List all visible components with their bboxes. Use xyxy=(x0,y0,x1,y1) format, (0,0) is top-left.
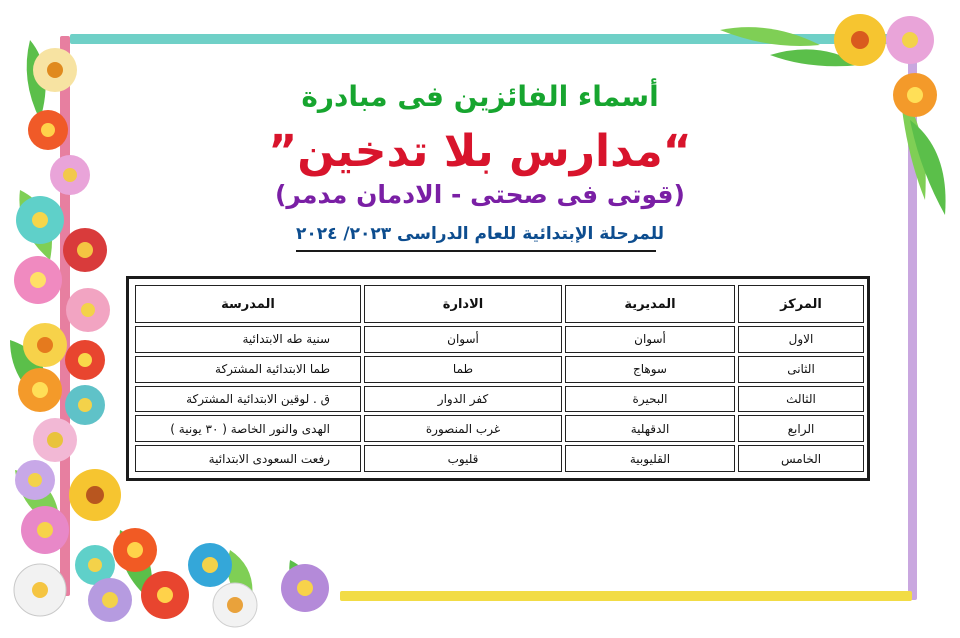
cell-administration: قليوب xyxy=(364,445,562,472)
cell-center: الثالث xyxy=(738,386,864,413)
title-underline xyxy=(296,250,656,252)
table-row xyxy=(135,326,864,353)
header-school: المدرسة xyxy=(135,285,361,323)
cell-school: الهدى والنور الخاصة ( ٣٠ يونية ) xyxy=(135,415,361,442)
cell-school: طما الابتدائية المشتركة xyxy=(135,356,361,383)
cell-administration: أسوان xyxy=(364,326,562,353)
cell-administration: غرب المنصورة xyxy=(364,415,562,442)
cell-directorate: أسوان xyxy=(565,326,735,353)
cell-directorate: البحيرة xyxy=(565,386,735,413)
table-row xyxy=(135,356,864,383)
table-header-row xyxy=(135,285,864,323)
header-center: المركز xyxy=(738,285,864,323)
winners-table xyxy=(126,276,870,481)
cell-school: رفعت السعودى الابتدائية xyxy=(135,445,361,472)
table-row xyxy=(135,386,864,413)
cell-center: الرابع xyxy=(738,415,864,442)
table-row xyxy=(135,445,864,472)
header-directorate: المديرية xyxy=(565,285,735,323)
cell-administration: طما xyxy=(364,356,562,383)
header-administration: الادارة xyxy=(364,285,562,323)
title-slogan: (قوتى فى صحتى - الادمان مدمر) xyxy=(275,180,685,209)
cell-center: الخامس xyxy=(738,445,864,472)
cell-directorate: الدقهلية xyxy=(565,415,735,442)
cell-directorate: سوهاج xyxy=(565,356,735,383)
cell-school: سنية طه الابتدائية xyxy=(135,326,361,353)
cell-administration: كفر الدوار xyxy=(364,386,562,413)
title-line-1: أسماء الفائزين فى مبادرة xyxy=(301,80,659,113)
frame-bottom-border xyxy=(340,591,912,601)
title-initiative-name: “مدارس بلا تدخين” xyxy=(268,126,692,177)
table-row xyxy=(135,415,864,442)
cell-center: الاول xyxy=(738,326,864,353)
cell-directorate: القليوبية xyxy=(565,445,735,472)
title-academic-year: للمرحلة الإبتدائية للعام الدراسى ٢٠٢٣/ ٢٠٢٤ xyxy=(295,224,665,244)
winners-table-grid xyxy=(132,282,867,475)
cell-school: ق . لوقين الابتدائية المشتركة xyxy=(135,386,361,413)
cell-center: الثانى xyxy=(738,356,864,383)
